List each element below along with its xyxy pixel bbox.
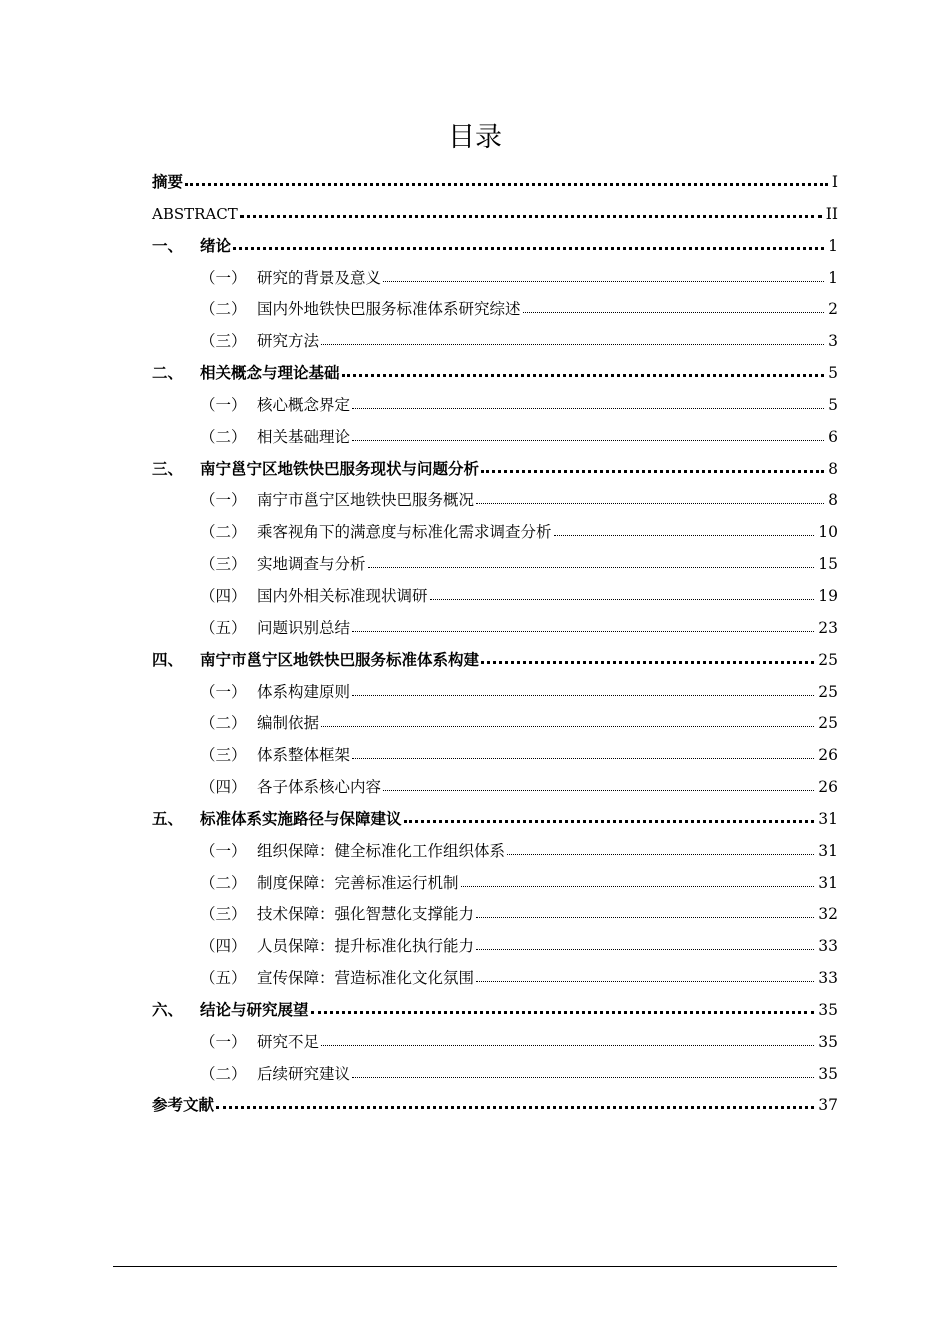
toc-dot-leader [476, 937, 814, 950]
toc-entry-label: 技术保障：强化智慧化支撑能力 [257, 905, 475, 924]
toc-entry[interactable] [152, 1059, 838, 1091]
toc-entry-label: 体系整体框架 [257, 746, 351, 765]
toc-entry[interactable] [152, 613, 838, 645]
toc-dot-leader [321, 332, 824, 345]
toc-entry-page-number: 33 [818, 937, 838, 956]
toc-entry-label: 制度保障：完善标准运行机制 [257, 873, 459, 892]
toc-entry-page-number: 33 [818, 969, 838, 988]
toc-entry-label: 研究方法 [257, 332, 320, 351]
toc-entry-page-number: 32 [818, 905, 838, 924]
toc-entry-number: （一） [200, 491, 247, 510]
toc-entry-page-number: 3 [828, 332, 838, 351]
toc-dot-leader [476, 905, 814, 918]
toc-entry-label: 人员保障：提升标准化执行能力 [257, 937, 475, 956]
toc-entry-page-number: 25 [818, 714, 838, 733]
toc-entry-page-number: 2 [828, 300, 838, 319]
toc-entry[interactable] [152, 422, 838, 454]
toc-entry-number: 六、 [152, 1000, 184, 1019]
toc-dot-leader [554, 523, 815, 536]
toc-dot-leader [352, 619, 814, 632]
toc-entry-page-number: 5 [828, 395, 838, 414]
toc-entry-number: （二） [200, 427, 247, 446]
toc-entry-label: 研究不足 [257, 1032, 320, 1051]
toc-dot-leader [481, 649, 814, 664]
toc-entry[interactable] [152, 581, 838, 613]
toc-dot-leader [321, 1033, 814, 1046]
table-of-contents [152, 167, 838, 1122]
toc-entry-page-number: 6 [828, 427, 838, 446]
toc-entry-label: 乘客视角下的满意度与标准化需求调查分析 [257, 523, 552, 542]
toc-entry-number: （二） [200, 1064, 247, 1083]
toc-entry-page-number: 26 [818, 746, 838, 765]
toc-entry-number: 一、 [152, 236, 184, 255]
toc-entry[interactable] [152, 645, 838, 677]
toc-entry[interactable] [152, 677, 838, 709]
footer-divider [113, 1266, 837, 1267]
toc-entry-label: 体系构建原则 [257, 682, 351, 701]
toc-entry-number: （四） [200, 778, 247, 797]
toc-entry-number: （一） [200, 268, 247, 287]
toc-dot-leader [233, 235, 824, 250]
toc-entry[interactable] [152, 294, 838, 326]
toc-entry-number: 四、 [152, 650, 184, 669]
toc-entry[interactable] [152, 485, 838, 517]
toc-entry-page-number: 1 [828, 236, 838, 255]
toc-entry-label: 参考文献 [152, 1096, 215, 1115]
toc-entry[interactable] [152, 1090, 838, 1122]
toc-entry-page-number: 8 [828, 491, 838, 510]
toc-entry-number: 二、 [152, 364, 184, 383]
toc-entry-page-number: 1 [828, 268, 838, 287]
toc-dot-leader [368, 555, 815, 568]
toc-entry-page-number: 35 [818, 1064, 838, 1083]
toc-entry-number: （二） [200, 714, 247, 733]
toc-dot-leader [352, 683, 814, 696]
toc-dot-leader [507, 842, 814, 855]
toc-entry-label: 宣传保障：营造标准化文化氛围 [257, 969, 475, 988]
toc-entry-label: 南宁市邕宁区地铁快巴服务概况 [257, 491, 475, 510]
toc-entry-label: 南宁市邕宁区地铁快巴服务标准体系构建 [200, 650, 480, 669]
toc-entry-page-number: 10 [818, 523, 838, 542]
toc-dot-leader [404, 808, 815, 823]
toc-entry-label: 国内外地铁快巴服务标准体系研究综述 [257, 300, 521, 319]
toc-entry-number: （一） [200, 1032, 247, 1051]
toc-entry-page-number: 15 [818, 555, 838, 574]
toc-entry[interactable] [152, 836, 838, 868]
toc-entry-label: 问题识别总结 [257, 618, 351, 637]
toc-entry-number: （二） [200, 873, 247, 892]
toc-entry-number: （一） [200, 841, 247, 860]
toc-entry-page-number: 8 [828, 459, 838, 478]
toc-entry-page-number: 25 [818, 650, 838, 669]
toc-entry[interactable] [152, 931, 838, 963]
toc-entry-label: 研究的背景及意义 [257, 268, 382, 287]
toc-entry-page-number: 23 [818, 618, 838, 637]
toc-dot-leader [342, 362, 825, 377]
toc-entry-page-number: 31 [818, 873, 838, 892]
toc-entry-page-number: 37 [818, 1096, 838, 1115]
toc-dot-leader [476, 491, 824, 504]
toc-title: 目录 [448, 122, 502, 153]
toc-entry[interactable] [152, 963, 838, 995]
toc-entry[interactable] [152, 740, 838, 772]
toc-entry-page-number: 31 [818, 841, 838, 860]
toc-entry[interactable] [152, 358, 838, 390]
toc-entry-page-number: I [831, 173, 838, 191]
toc-dot-leader [352, 396, 824, 409]
toc-dot-leader [430, 587, 815, 600]
toc-entry-label: 实地调查与分析 [257, 555, 366, 574]
toc-dot-leader [352, 1065, 814, 1078]
toc-entry-label: 南宁邕宁区地铁快巴服务现状与问题分析 [200, 459, 480, 478]
toc-entry-label: 各子体系核心内容 [257, 778, 382, 797]
toc-dot-leader [216, 1094, 814, 1109]
toc-entry[interactable] [152, 995, 838, 1027]
toc-dot-leader [185, 171, 828, 186]
toc-entry-label: 后续研究建议 [257, 1064, 351, 1083]
toc-entry-page-number: 19 [818, 586, 838, 605]
toc-entry[interactable] [152, 326, 838, 358]
toc-dot-leader [383, 778, 814, 791]
toc-entry-label: 国内外相关标准现状调研 [257, 586, 428, 605]
toc-dot-leader [311, 999, 815, 1014]
toc-entry[interactable] [152, 868, 838, 900]
toc-entry-page-number: 35 [818, 1000, 838, 1019]
toc-entry[interactable] [152, 454, 838, 486]
toc-entry-label: 相关概念与理论基础 [200, 364, 340, 383]
toc-entry[interactable] [152, 804, 838, 836]
toc-entry-page-number: 5 [828, 364, 838, 383]
toc-entry-label: 摘要 [152, 173, 184, 191]
toc-entry-number: （三） [200, 555, 247, 574]
toc-entry[interactable] [152, 549, 838, 581]
toc-entry-page-number: 31 [818, 809, 838, 828]
toc-entry-number: （五） [200, 969, 247, 988]
toc-entry[interactable] [152, 390, 838, 422]
toc-entry[interactable] [152, 899, 838, 931]
toc-entry[interactable] [152, 772, 838, 804]
toc-entry-label: 结论与研究展望 [200, 1000, 309, 1019]
toc-entry-label: ABSTRACT [152, 204, 238, 223]
toc-entry[interactable] [152, 167, 838, 199]
toc-entry-number: （二） [200, 523, 247, 542]
toc-entry-label: 相关基础理论 [257, 427, 351, 446]
toc-dot-leader [476, 969, 814, 982]
toc-entry-label: 核心概念界定 [257, 395, 351, 414]
toc-dot-leader [352, 428, 824, 441]
toc-entry-label: 标准体系实施路径与保障建议 [200, 809, 402, 828]
toc-dot-leader [461, 874, 815, 887]
toc-entry[interactable] [152, 231, 838, 263]
toc-dot-leader [383, 269, 824, 282]
toc-entry-page-number: 25 [818, 682, 838, 701]
toc-entry-number: （一） [200, 682, 247, 701]
toc-dot-leader [481, 458, 824, 473]
toc-entry-page-number: 35 [818, 1032, 838, 1051]
toc-entry-number: （三） [200, 746, 247, 765]
toc-entry[interactable] [152, 263, 838, 295]
toc-entry-number: （五） [200, 618, 247, 637]
toc-entry-page-number: II [825, 204, 838, 223]
toc-dot-leader [240, 203, 822, 218]
toc-entry-number: （二） [200, 300, 247, 319]
toc-entry-number: （三） [200, 905, 247, 924]
toc-entry-number: （三） [200, 332, 247, 351]
toc-entry-number: （四） [200, 937, 247, 956]
toc-entry[interactable] [152, 199, 838, 231]
toc-entry-label: 绪论 [200, 236, 232, 255]
toc-entry-number: （一） [200, 395, 247, 414]
toc-entry-number: 五、 [152, 809, 184, 828]
toc-entry[interactable] [152, 1027, 838, 1059]
toc-entry-page-number: 26 [818, 778, 838, 797]
toc-entry-label: 编制依据 [257, 714, 320, 733]
toc-entry-label: 组织保障：健全标准化工作组织体系 [257, 841, 506, 860]
toc-entry-number: 三、 [152, 459, 184, 478]
toc-dot-leader [523, 300, 825, 313]
toc-dot-leader [321, 714, 814, 727]
toc-dot-leader [352, 746, 814, 759]
toc-entry-number: （四） [200, 586, 247, 605]
toc-entry[interactable] [152, 517, 838, 549]
toc-entry[interactable] [152, 708, 838, 740]
